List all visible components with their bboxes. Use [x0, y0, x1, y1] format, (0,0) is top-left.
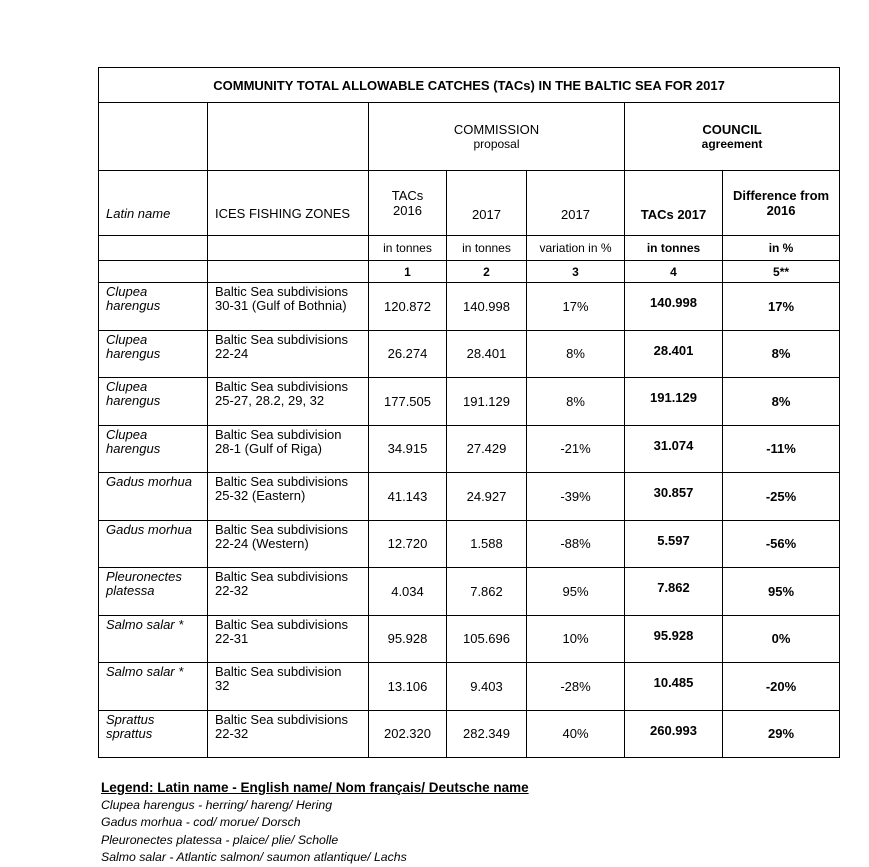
ices-zone-cell: [208, 425, 369, 473]
variation-cell: 10%: [527, 615, 625, 663]
tac-2017-cell: 140.998: [625, 283, 723, 331]
proposal-2017-cell: 27.429: [447, 425, 527, 473]
tac-table: [98, 67, 840, 758]
tacs-2017-header: TACs 2017: [625, 171, 723, 236]
latin-name-cell: [99, 520, 208, 568]
column-number: 4: [625, 261, 723, 283]
ices-zone-line: Baltic Sea subdivisions: [215, 284, 348, 299]
difference-cell: 95%: [723, 568, 840, 616]
ices-zone-line: Baltic Sea subdivisions: [215, 379, 348, 394]
table-row: [99, 378, 840, 426]
variation-cell: -88%: [527, 520, 625, 568]
table-row: [99, 473, 840, 521]
tac-2016-cell: 4.034: [369, 568, 447, 616]
difference-cell: 29%: [723, 710, 840, 758]
proposal-2017-cell: 7.862: [447, 568, 527, 616]
column-header-row: [99, 171, 840, 236]
legend-item: Pleuronectes platessa - plaice/ plie/ Scholle: [101, 832, 339, 847]
legend-item: Salmo salar - Atlantic salmon/ saumon atlantique/ Lachs: [101, 850, 407, 865]
unit-cell: in tonnes: [625, 236, 723, 261]
unit-cell: in tonnes: [447, 236, 527, 261]
ices-zone-cell: [208, 710, 369, 758]
difference-cell: -11%: [723, 425, 840, 473]
ices-zone-cell: [208, 615, 369, 663]
units-row: [99, 236, 840, 261]
tacs-2016-header-line1: TACs: [391, 188, 424, 203]
council-sub-label: agreement: [701, 137, 763, 151]
difference-cell: -25%: [723, 473, 840, 521]
empty-cell: [99, 236, 208, 261]
tac-2017-cell: 260.993: [625, 710, 723, 758]
column-number-row: [99, 261, 840, 283]
latin-name-cell: [99, 710, 208, 758]
unit-cell: in tonnes: [369, 236, 447, 261]
tac-2017-cell: 31.074: [625, 425, 723, 473]
latin-name-line: Clupea: [106, 426, 148, 442]
latin-name-line: harengus: [106, 345, 161, 361]
table-row: [99, 615, 840, 663]
latin-name-line: sprattus: [106, 725, 153, 741]
tac-2017-cell: 191.129: [625, 378, 723, 426]
group-header-row: [99, 103, 840, 171]
tac-2016-cell: 26.274: [369, 330, 447, 378]
latin-name-cell: [99, 473, 208, 521]
variation-cell: 17%: [527, 283, 625, 331]
proposal-2017-cell: 9.403: [447, 663, 527, 711]
proposal-2017-cell: 140.998: [447, 283, 527, 331]
tac-2016-cell: 41.143: [369, 473, 447, 521]
proposal-2017-header: 2017: [447, 171, 527, 236]
variation-cell: 8%: [527, 330, 625, 378]
ices-zone-line: 22-32: [215, 725, 249, 741]
proposal-2017-cell: 24.927: [447, 473, 527, 521]
difference-cell: 8%: [723, 378, 840, 426]
difference-header-line2: 2016: [766, 203, 796, 218]
ices-zone-line: 22-24: [215, 345, 249, 361]
empty-cell: [99, 261, 208, 283]
variation-cell: -39%: [527, 473, 625, 521]
latin-name-line: Gadus morhua: [106, 521, 192, 537]
latin-name-cell: [99, 568, 208, 616]
empty-cell: [208, 261, 369, 283]
ices-zone-line: Baltic Sea subdivisions: [215, 569, 348, 584]
ices-zone-line: Baltic Sea subdivision: [215, 664, 342, 679]
proposal-2017-cell: 282.349: [447, 710, 527, 758]
empty-cell: [208, 236, 369, 261]
council-label: COUNCIL: [702, 122, 762, 137]
column-number: 5**: [723, 261, 840, 283]
unit-cell: variation in %: [527, 236, 625, 261]
latin-name-line: Clupea: [106, 284, 148, 299]
tac-2016-cell: 95.928: [369, 615, 447, 663]
table-row: [99, 425, 840, 473]
variation-cell: -21%: [527, 425, 625, 473]
tac-2017-cell: 95.928: [625, 615, 723, 663]
latin-name-cell: [99, 615, 208, 663]
difference-cell: 17%: [723, 283, 840, 331]
tac-2017-cell: 30.857: [625, 473, 723, 521]
difference-header: [723, 171, 840, 236]
ices-zone-line: 22-31: [215, 630, 249, 646]
tac-2016-cell: 13.106: [369, 663, 447, 711]
latin-name-line: Pleuronectes: [106, 569, 182, 584]
latin-name-line: platessa: [106, 583, 155, 598]
latin-name-line: harengus: [106, 440, 161, 456]
ices-zone-line: 25-32 (Eastern): [215, 488, 306, 503]
table-row: [99, 283, 840, 331]
tacs-2016-header-line2: 2016: [393, 203, 422, 218]
commission-label: COMMISSION: [453, 122, 540, 137]
ices-zone-line: 30-31 (Gulf of Bothnia): [215, 298, 347, 313]
latin-name-line: Salmo salar *: [106, 664, 184, 679]
latin-name-cell: [99, 663, 208, 711]
column-number: 2: [447, 261, 527, 283]
ices-zone-cell: [208, 283, 369, 331]
variation-cell: 95%: [527, 568, 625, 616]
tac-2016-cell: 177.505: [369, 378, 447, 426]
ices-zone-line: 25-27, 28.2, 29, 32: [215, 393, 325, 408]
ices-zone-cell: [208, 663, 369, 711]
tac-2016-cell: 202.320: [369, 710, 447, 758]
variation-2017-header: 2017: [527, 171, 625, 236]
table-row: [99, 568, 840, 616]
ices-zones-header: ICES FISHING ZONES: [208, 171, 369, 236]
ices-zone-line: 32: [215, 678, 230, 693]
ices-zone-line: Baltic Sea subdivisions: [215, 331, 348, 347]
column-number: 3: [527, 261, 625, 283]
ices-zone-line: Baltic Sea subdivision: [215, 426, 342, 442]
latin-name-cell: [99, 378, 208, 426]
ices-zone-line: Baltic Sea subdivisions: [215, 711, 348, 727]
tac-2016-cell: 120.872: [369, 283, 447, 331]
latin-name-header: Latin name: [99, 171, 208, 236]
ices-zone-line: 22-32: [215, 583, 249, 598]
ices-zone-cell: [208, 520, 369, 568]
difference-cell: 0%: [723, 615, 840, 663]
tac-2017-cell: 10.485: [625, 663, 723, 711]
latin-name-cell: [99, 330, 208, 378]
proposal-2017-cell: 1.588: [447, 520, 527, 568]
ices-zone-line: Baltic Sea subdivisions: [215, 616, 348, 632]
difference-cell: -20%: [723, 663, 840, 711]
variation-cell: 8%: [527, 378, 625, 426]
empty-cell: [99, 103, 208, 171]
latin-name-line: Clupea: [106, 379, 148, 394]
legend-item: Gadus morhua - cod/ morue/ Dorsch: [101, 815, 301, 830]
latin-name-line: Clupea: [106, 331, 148, 347]
proposal-2017-cell: 28.401: [447, 330, 527, 378]
table-row: [99, 520, 840, 568]
legend-item: Clupea harengus - herring/ hareng/ Hering: [101, 797, 333, 812]
commission-sub-label: proposal: [473, 137, 520, 151]
latin-name-line: Sprattus: [106, 711, 155, 727]
tacs-2016-header: [369, 171, 447, 236]
tac-2016-cell: 34.915: [369, 425, 447, 473]
table-row: [99, 330, 840, 378]
latin-name-line: harengus: [106, 298, 161, 313]
latin-name-line: Salmo salar *: [106, 616, 184, 632]
tac-2017-cell: 5.597: [625, 520, 723, 568]
unit-cell: in %: [723, 236, 840, 261]
ices-zone-cell: [208, 568, 369, 616]
tac-2017-cell: 7.862: [625, 568, 723, 616]
tac-2017-cell: 28.401: [625, 330, 723, 378]
latin-name-line: harengus: [106, 393, 161, 408]
latin-name-cell: [99, 283, 208, 331]
ices-zone-line: Baltic Sea subdivisions: [215, 521, 348, 537]
table-row: [99, 663, 840, 711]
variation-cell: -28%: [527, 663, 625, 711]
ices-zone-cell: [208, 330, 369, 378]
difference-header-line1: Difference from: [732, 188, 830, 203]
proposal-2017-cell: 105.696: [447, 615, 527, 663]
tac-2016-cell: 12.720: [369, 520, 447, 568]
latin-name-cell: [99, 425, 208, 473]
difference-cell: -56%: [723, 520, 840, 568]
column-number: 1: [369, 261, 447, 283]
table-title: COMMUNITY TOTAL ALLOWABLE CATCHES (TACs) IN THE BALTIC SEA FOR 2017: [99, 68, 840, 103]
latin-name-line: Gadus morhua: [106, 474, 192, 489]
ices-zone-line: 22-24 (Western): [215, 535, 309, 551]
council-header: [625, 103, 840, 171]
ices-zone-cell: [208, 473, 369, 521]
table-row: [99, 710, 840, 758]
ices-zone-cell: [208, 378, 369, 426]
commission-header: [369, 103, 625, 171]
legend-title: Legend: Latin name - English name/ Nom français/ Deutsche name: [101, 780, 529, 795]
ices-zone-line: 28-1 (Gulf of Riga): [215, 440, 322, 456]
legend: [101, 779, 529, 867]
variation-cell: 40%: [527, 710, 625, 758]
difference-cell: 8%: [723, 330, 840, 378]
proposal-2017-cell: 191.129: [447, 378, 527, 426]
empty-cell: [208, 103, 369, 171]
ices-zone-line: Baltic Sea subdivisions: [215, 474, 348, 489]
